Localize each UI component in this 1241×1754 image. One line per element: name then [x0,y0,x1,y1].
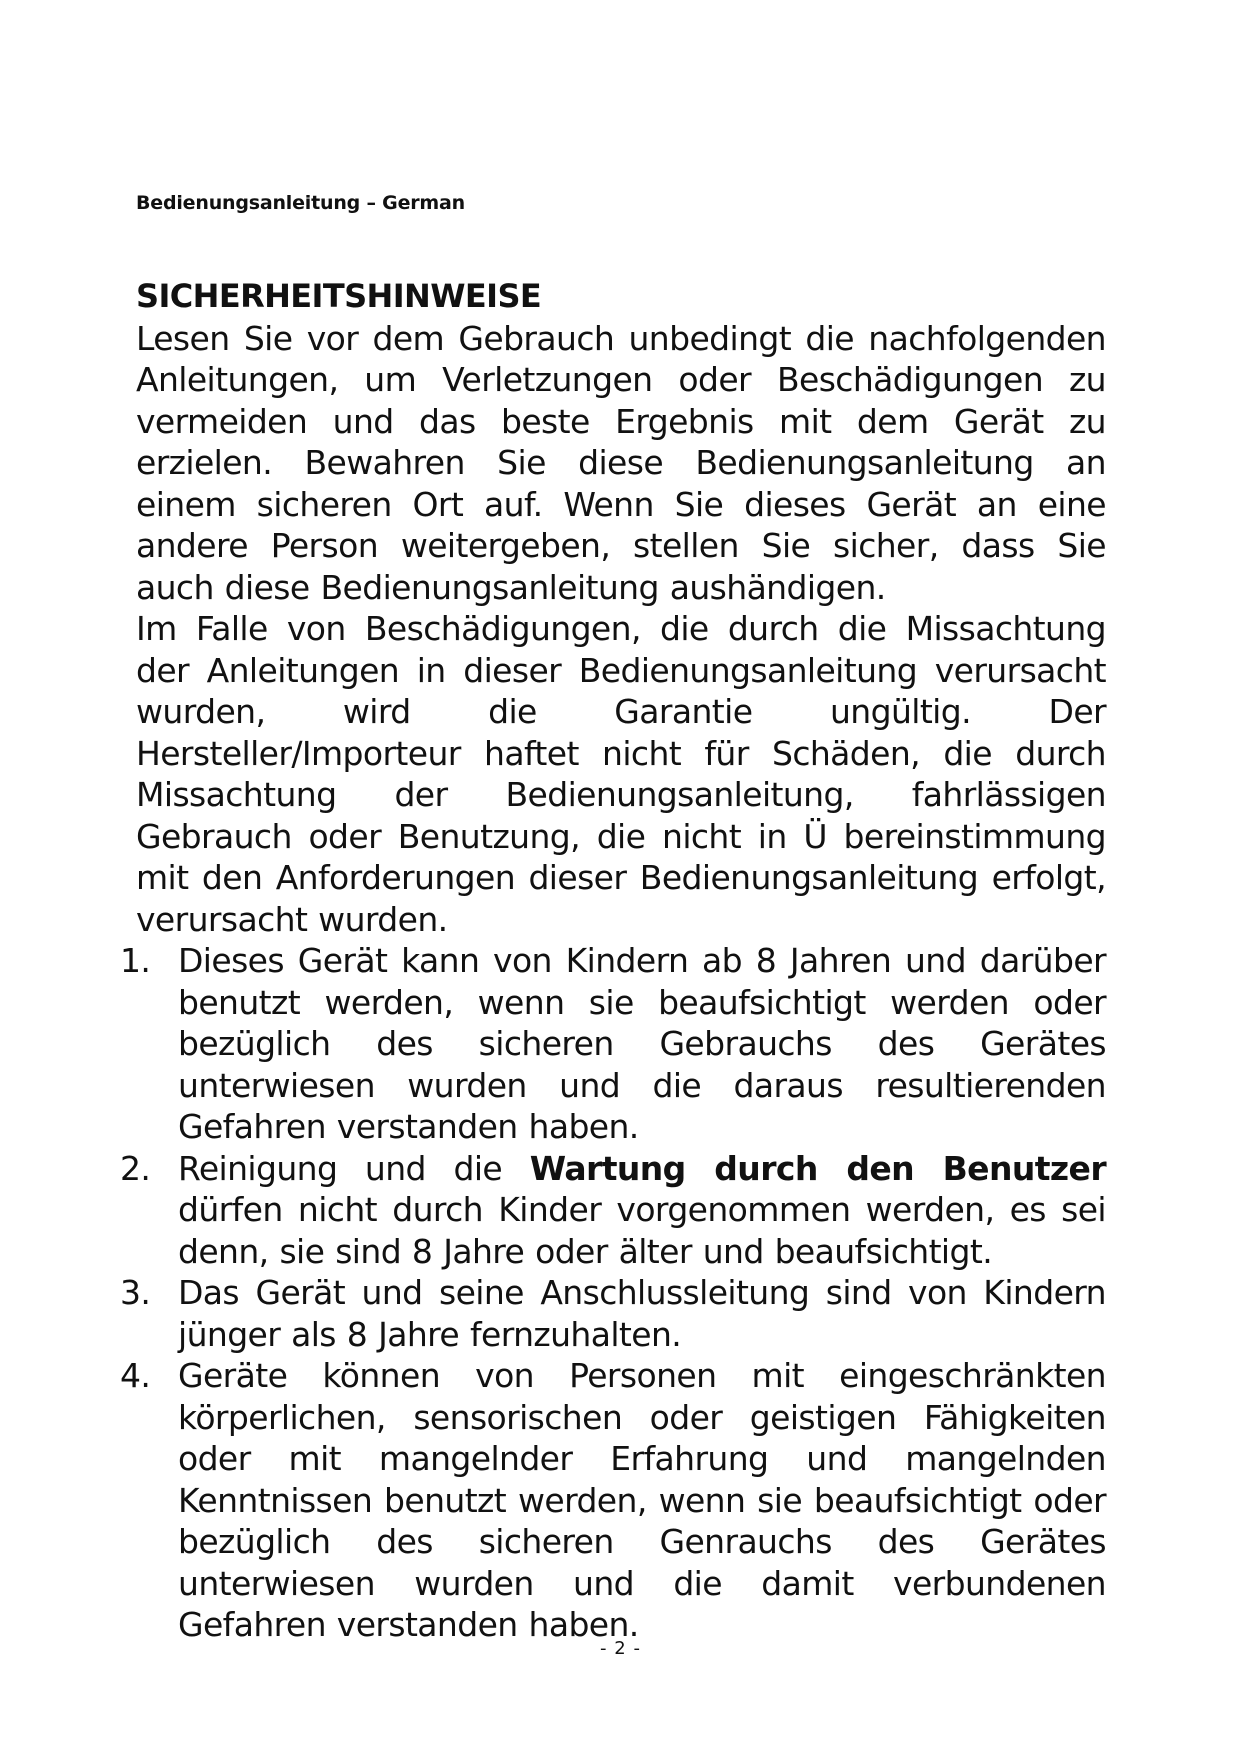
intro-paragraph: Lesen Sie vor dem Gebrauch unbedingt die nachfolgenden Anleitungen, um Verletzungen oder Beschädigungen zu vermeiden und das beste Ergebnis mit dem Gerät zu erzielen. Bewahren Sie diese Bedienungsanleitung an einem sicheren Ort auf. Wenn Sie dieses Gerät an eine andere Person weitergeben, stellen Sie sicher, dass Sie auch diese Bedienungsanleitung aushändigen. [136,318,1106,607]
list-item-number: 2. [120,1148,151,1188]
list-item-number: 4. [120,1356,151,1395]
list-item-text: Dieses Gerät kann von Kindern ab 8 Jahren und darüber benutzt werden, wenn sie beaufsichtigt werden oder bezüglich des sicheren Gebrauchs des Gerätes unterwiesen wurden und die daraus resultierenden Gefahren verstanden haben. [178,941,1106,1146]
list-item [120,940,1106,1148]
list-item [120,1148,1106,1273]
list-item-text: Geräte können von Personen mit eingeschränkten körperlichen, sensorischen oder geistigen Fähigkeiten oder mit mangelnder Erfahrung und mangelnden Kenntnissen benutzt werden, wenn sie beaufsichtigt oder bezüglich des sicheren Genrauchs des Gerätes unterwiesen wurden und die damit verbundenen Gefahren verstanden haben. [178,1356,1106,1644]
list-item-text-before: Reinigung und die [178,1148,530,1188]
document-header-label: Bedienungsanleitung – German [136,192,465,214]
list-item-bold-text: Wartung durch den Benutzer [529,1148,1106,1188]
section-title: SICHERHEITSHINWEISE [136,277,542,315]
list-item-text: Das Gerät und seine Anschlussleitung sind von Kindern jünger als 8 Jahre fernzuhalten. [178,1273,1106,1354]
list-item [120,1355,1106,1646]
safety-instructions-list [120,940,1106,1646]
list-item-number: 1. [120,941,151,980]
list-item-number: 3. [120,1273,151,1312]
list-item-text-after: dürfen nicht durch Kinder vorgenommen werden, es sei denn, sie sind 8 Jahre oder älter und beaufsichtigt. [178,1190,1106,1271]
list-item [120,1272,1106,1355]
page-number: - 2 - [600,1638,641,1659]
safety-section [120,276,1106,1646]
warranty-paragraph: Im Falle von Beschädigungen, die durch die Missachtung der Anleitungen in dieser Bedienungsanleitung verursacht wurden, wird die Garantie ungültig. Der Hersteller/Importeur haftet nicht für Schäden, die durch Missachtung der Bedienungsanleitung, fahrlässigen Gebrauch oder Benutzung, die nicht in Ü bereinstimmung mit den Anforderungen dieser Bedienungsanleitung erfolgt, verursacht wurden. [136,609,1106,939]
